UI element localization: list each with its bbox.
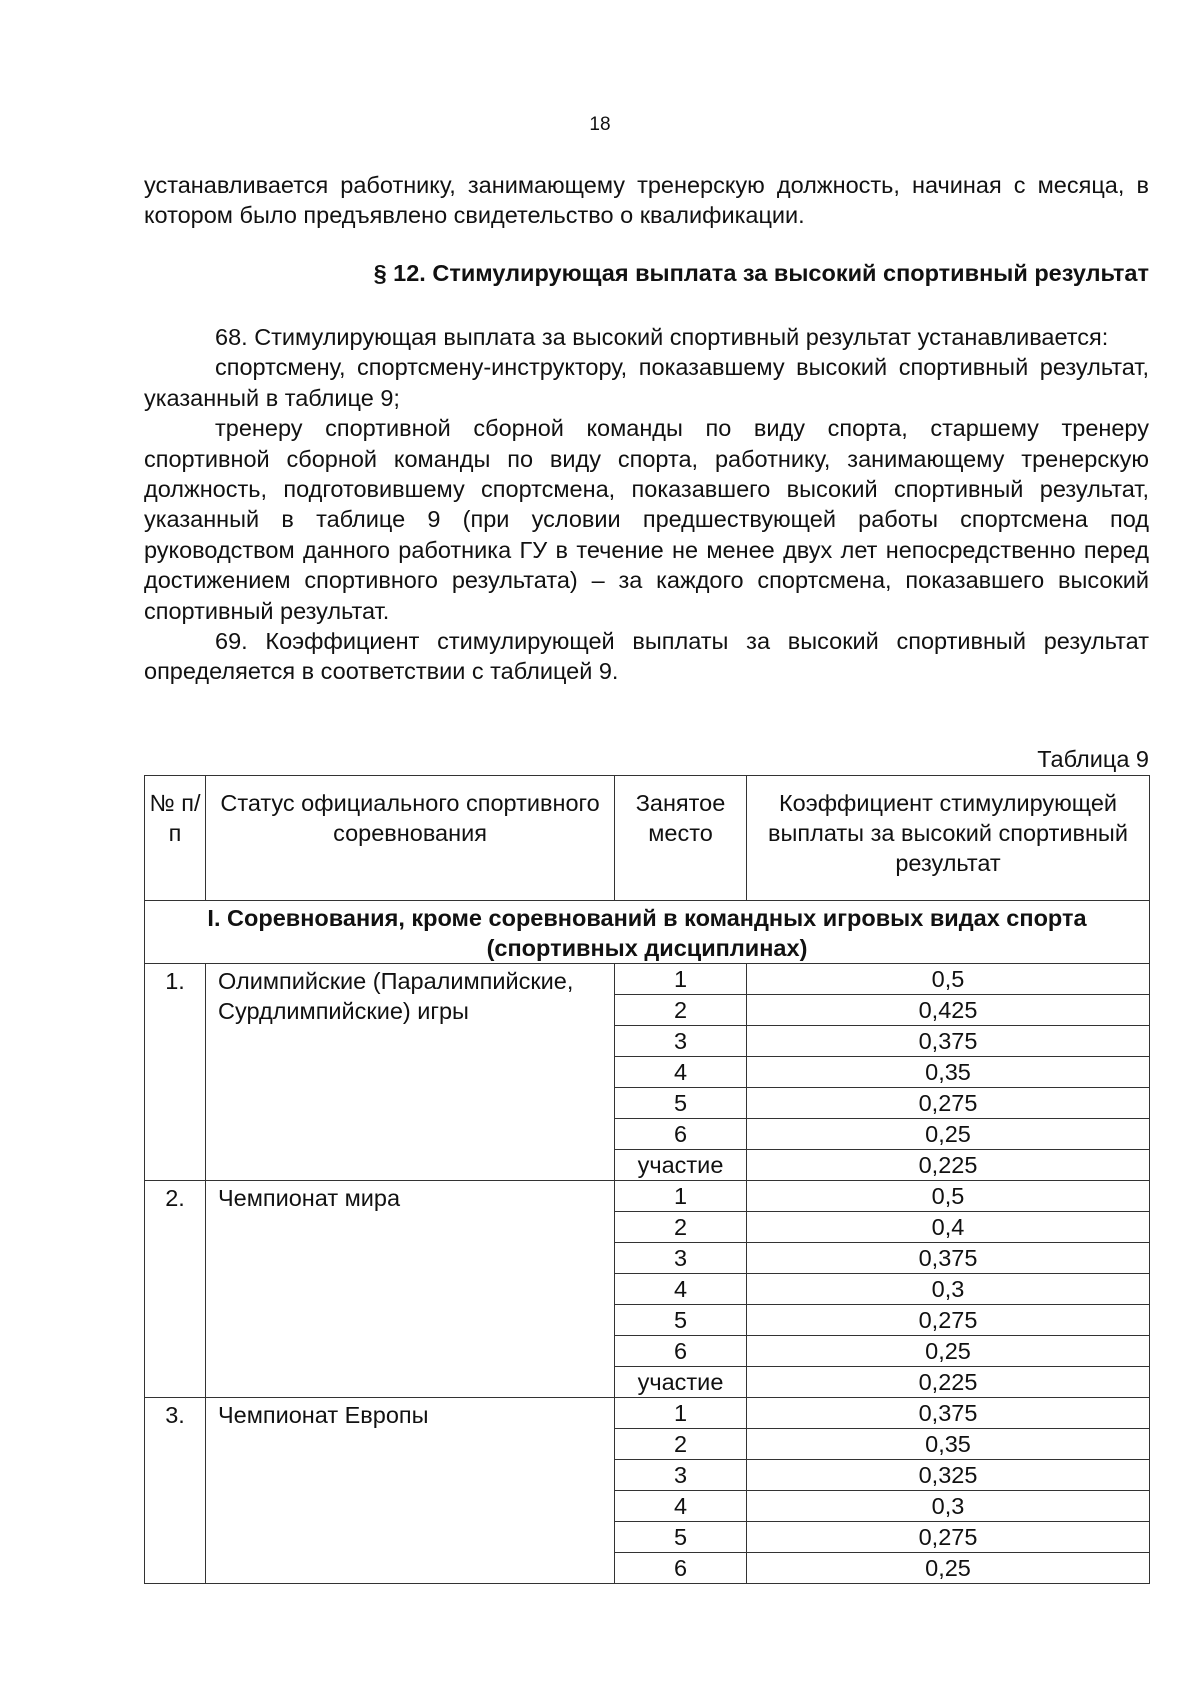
coefficient-cell: 0,3 xyxy=(747,1491,1150,1522)
header-num: № п/п xyxy=(145,776,206,901)
table-caption: Таблица 9 xyxy=(1037,746,1149,772)
coefficient-cell: 0,3 xyxy=(747,1274,1150,1305)
paragraph-trainer: тренеру спортивной сборной команды по виду спорта, старшему тренеру спортивной сборной команды по виду спорта, работнику, занимающему тренерскую должность, подготовившему спортсмена, показавшего высокий спортивный результат, указанный в таблице 9 (при условии предшествующей работы спортсмена под руководством данного работника ГУ в течение не менее двух лет непосредственно перед достижением спортивного результата) – за каждого спортсмена, показавшего высокий спортивный результат. xyxy=(144,415,1149,624)
coefficient-cell: 0,375 xyxy=(747,1026,1150,1057)
coefficient-cell: 0,25 xyxy=(747,1336,1150,1367)
coefficient-cell: 0,275 xyxy=(747,1522,1150,1553)
place-cell: участие xyxy=(615,1367,747,1398)
coefficient-cell: 0,35 xyxy=(747,1057,1150,1088)
header-status: Статус официального спортивного соревнования xyxy=(206,776,615,901)
section-heading: § 12. Стимулирующая выплата за высокий спортивный результат xyxy=(373,260,1149,286)
section-title: I. Соревнования, кроме соревнований в командных игровых видах спорта (спортивных дисциплинах) xyxy=(145,901,1150,964)
place-cell: 6 xyxy=(615,1119,747,1150)
coefficient-cell: 0,325 xyxy=(747,1460,1150,1491)
coefficient-cell: 0,275 xyxy=(747,1305,1150,1336)
place-cell: 4 xyxy=(615,1491,747,1522)
coefficient-cell: 0,225 xyxy=(747,1367,1150,1398)
coefficient-cell: 0,25 xyxy=(747,1553,1150,1584)
coefficient-cell: 0,25 xyxy=(747,1119,1150,1150)
place-cell: 6 xyxy=(615,1553,747,1584)
paragraph-69: 69. Коэффициент стимулирующей выплаты за высокий спортивный результат определяется в соответствии с таблицей 9. xyxy=(144,628,1149,685)
row-number: 1. xyxy=(145,964,206,1181)
coefficient-cell: 0,375 xyxy=(747,1398,1150,1429)
place-cell: 3 xyxy=(615,1460,747,1491)
place-cell: 2 xyxy=(615,1429,747,1460)
table-row xyxy=(145,1181,1150,1212)
place-cell: 2 xyxy=(615,1212,747,1243)
coefficient-cell: 0,375 xyxy=(747,1243,1150,1274)
place-cell: 5 xyxy=(615,1305,747,1336)
table-row xyxy=(145,964,1150,995)
place-cell: 3 xyxy=(615,1026,747,1057)
competition-status: Олимпийские (Паралимпийские, Сурдлимпийские) игры xyxy=(206,964,615,1181)
coefficient-cell: 0,4 xyxy=(747,1212,1150,1243)
table-header-row xyxy=(145,776,1150,901)
competition-status: Чемпионат мира xyxy=(206,1181,615,1398)
coefficient-cell: 0,5 xyxy=(747,1181,1150,1212)
place-cell: 4 xyxy=(615,1057,747,1088)
header-place: Занятое место xyxy=(615,776,747,901)
place-cell: 3 xyxy=(615,1243,747,1274)
paragraph-athlete: спортсмену, спортсмену-инструктору, показавшему высокий спортивный результат, указанный в таблице 9; xyxy=(144,354,1149,411)
place-cell: 2 xyxy=(615,995,747,1026)
page-number: 18 xyxy=(589,114,611,135)
coefficient-cell: 0,275 xyxy=(747,1088,1150,1119)
place-cell: 1 xyxy=(615,964,747,995)
section-row xyxy=(145,901,1150,964)
intro-paragraph: устанавливается работнику, занимающему тренерскую должность, начиная с месяца, в котором было предъявлено свидетельство о квалификации. xyxy=(144,172,1149,229)
place-cell: 5 xyxy=(615,1088,747,1119)
coefficient-cell: 0,35 xyxy=(747,1429,1150,1460)
intro-text xyxy=(144,170,1149,231)
coefficient-table xyxy=(144,775,1150,1584)
place-cell: 6 xyxy=(615,1336,747,1367)
table-row xyxy=(145,1398,1150,1429)
row-number: 2. xyxy=(145,1181,206,1398)
paragraph-68: 68. Стимулирующая выплата за высокий спортивный результат устанавливается: xyxy=(215,324,1109,350)
place-cell: 4 xyxy=(615,1274,747,1305)
body-text xyxy=(144,322,1149,687)
row-number: 3. xyxy=(145,1398,206,1584)
place-cell: участие xyxy=(615,1150,747,1181)
place-cell: 5 xyxy=(615,1522,747,1553)
coefficient-cell: 0,225 xyxy=(747,1150,1150,1181)
place-cell: 1 xyxy=(615,1398,747,1429)
place-cell: 1 xyxy=(615,1181,747,1212)
coefficient-cell: 0,425 xyxy=(747,995,1150,1026)
coefficient-cell: 0,5 xyxy=(747,964,1150,995)
header-coefficient: Коэффициент стимулирующей выплаты за высокий спортивный результат xyxy=(747,776,1150,901)
competition-status: Чемпионат Европы xyxy=(206,1398,615,1584)
